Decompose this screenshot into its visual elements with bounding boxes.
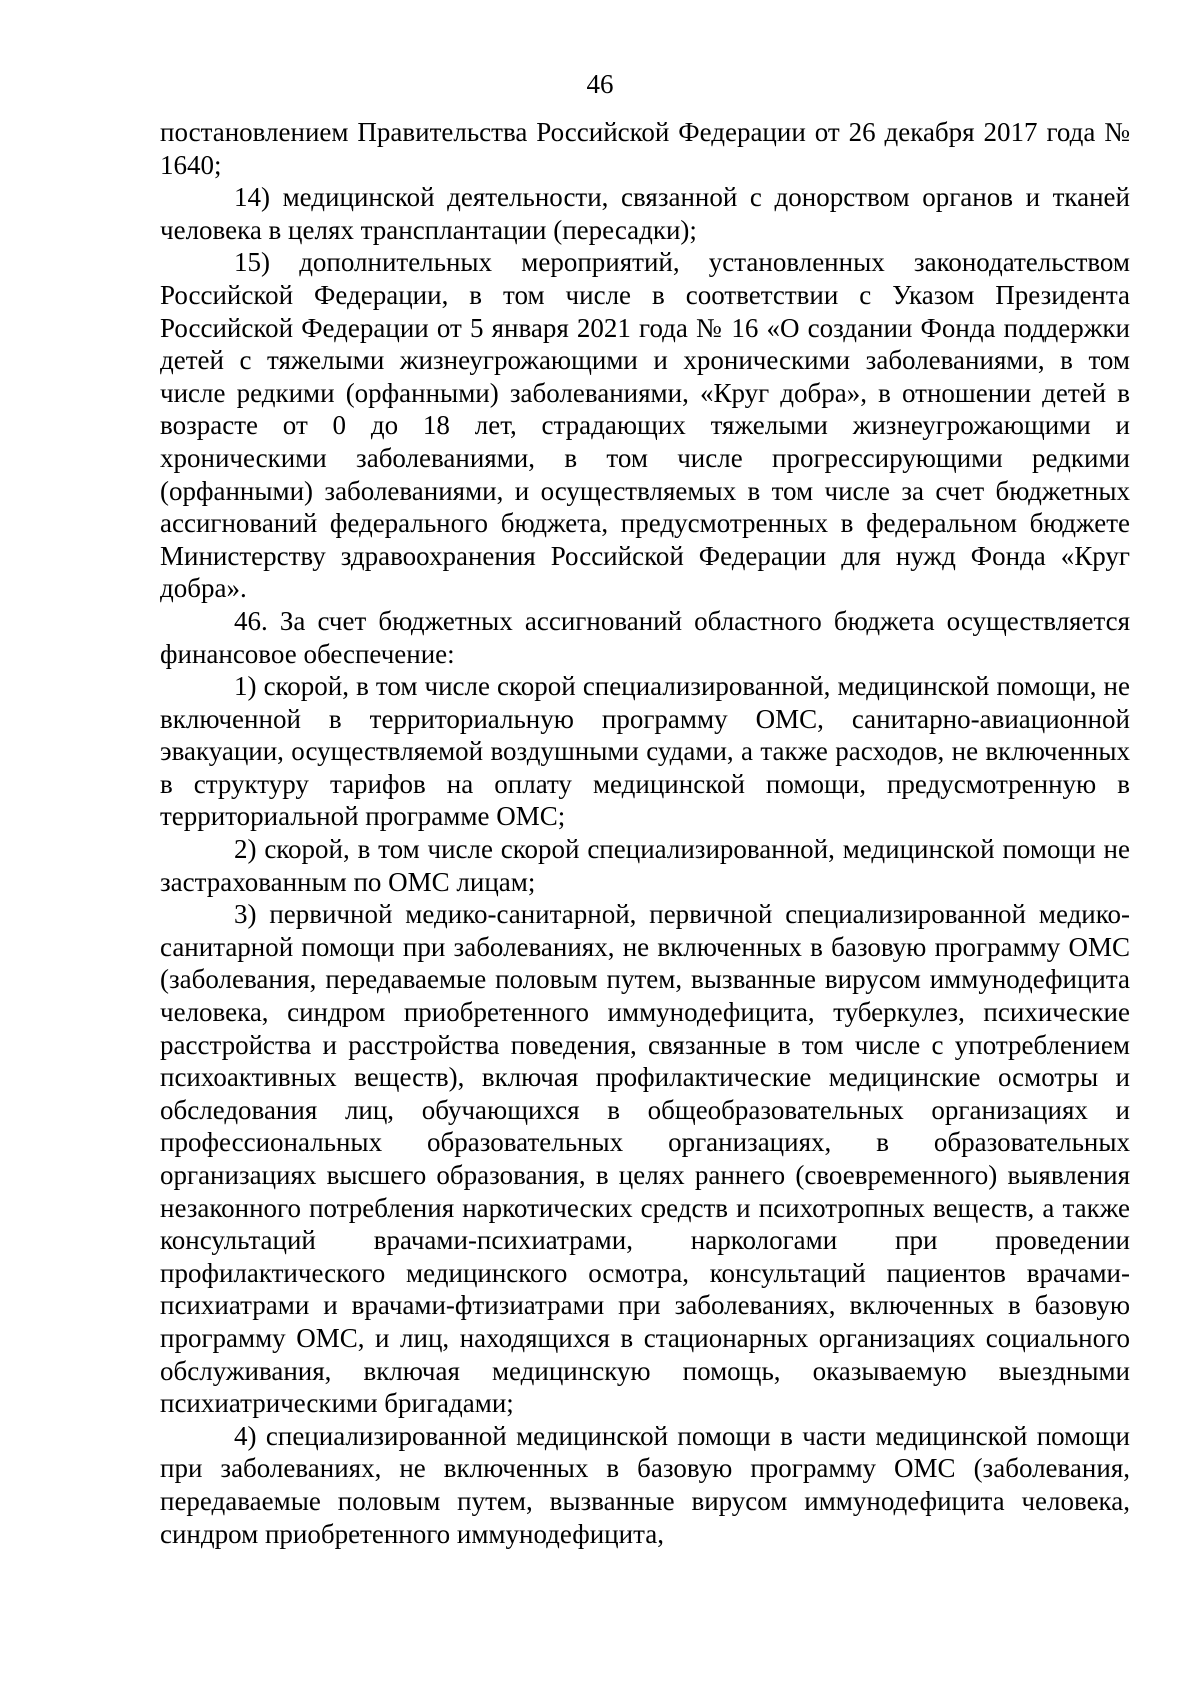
paragraph-item-15: 15) дополнительных мероприятий, установленных законодательством Российской Федерации, в том числе в соответствии с Указом Президента Российской Федерации от 5 января 2021 года № 16 «О создании Фонда поддержки детей с тяжелыми жизнеугрожающими и хроническими заболеваниями, в том числе редкими (орфанными) заболеваниями, «Круг добра», в отношении детей в возрасте от 0 до 18 лет, страдающих тяжелыми жизнеугрожающими и хроническими заболеваниями, в том числе прогрессирующими редкими (орфанными) заболеваниями, и осуществляемых в том числе за счет бюджетных ассигнований федерального бюджета, предусмотренных в федеральном бюджете Министерству здравоохранения Российской Федерации для нужд Фонда «Круг добра».: [160, 247, 1130, 604]
document-body: [160, 116, 1130, 1550]
paragraph-section-46: 46. За счет бюджетных ассигнований областного бюджета осуществляется финансовое обеспечение:: [160, 605, 1130, 669]
paragraph-item-4: 4) специализированной медицинской помощи в части медицинской помощи при заболеваниях, не включенных в базовую программу ОМС (заболевания, передаваемые половым путем, вызванные вирусом иммунодефицита человека, синдром приобретенного иммунодефицита,: [160, 1420, 1130, 1549]
paragraph-continuation: постановлением Правительства Российской Федерации от 26 декабря 2017 года № 1640;: [160, 117, 1130, 180]
paragraph-item-14: 14) медицинской деятельности, связанной с донорством органов и тканей человека в целях трансплантации (пересадки);: [160, 182, 1130, 245]
page-number: 46: [586, 69, 614, 99]
paragraph-item-3: 3) первичной медико-санитарной, первичной специализированной медико-санитарной помощи при заболеваниях, не включенных в базовую программу ОМС (заболевания, передаваемые половым путем, вызванные вирусом иммунодефицита человека, синдром приобретенного иммунодефицита, туберкулез, психические расстройства и расстройства поведения, связанные в том числе с употреблением психоактивных веществ), включая профилактические медицинские осмотры и обследования лиц, обучающихся в общеобразовательных организациях и профессиональных образовательных организациях, в образовательных организациях высшего образования, в целях раннего (своевременного) выявления незаконного потребления наркотических средств и психотропных веществ, а также консультаций врачами-психиатрами, наркологами при проведении профилактического медицинского осмотра, консультаций пациентов врачами-психиатрами и врачами-фтизиатрами при заболеваниях, включенных в базовую программу ОМС, и лиц, находящихся в стационарных организациях социального обслуживания, включая медицинскую помощь, оказываемую выездными психиатрическими бригадами;: [160, 899, 1130, 1419]
paragraph-item-1: 1) скорой, в том числе скорой специализированной, медицинской помощи, не включенной в территориальную программу ОМС, санитарно-авиационной эвакуации, осуществляемой воздушными судами, а также расходов, не включенных в структуру тарифов на оплату медицинской помощи, предусмотренную в территориальной программе ОМС;: [160, 671, 1130, 832]
paragraph-item-2: 2) скорой, в том числе скорой специализированной, медицинской помощи не застрахованным по ОМС лицам;: [160, 834, 1130, 897]
